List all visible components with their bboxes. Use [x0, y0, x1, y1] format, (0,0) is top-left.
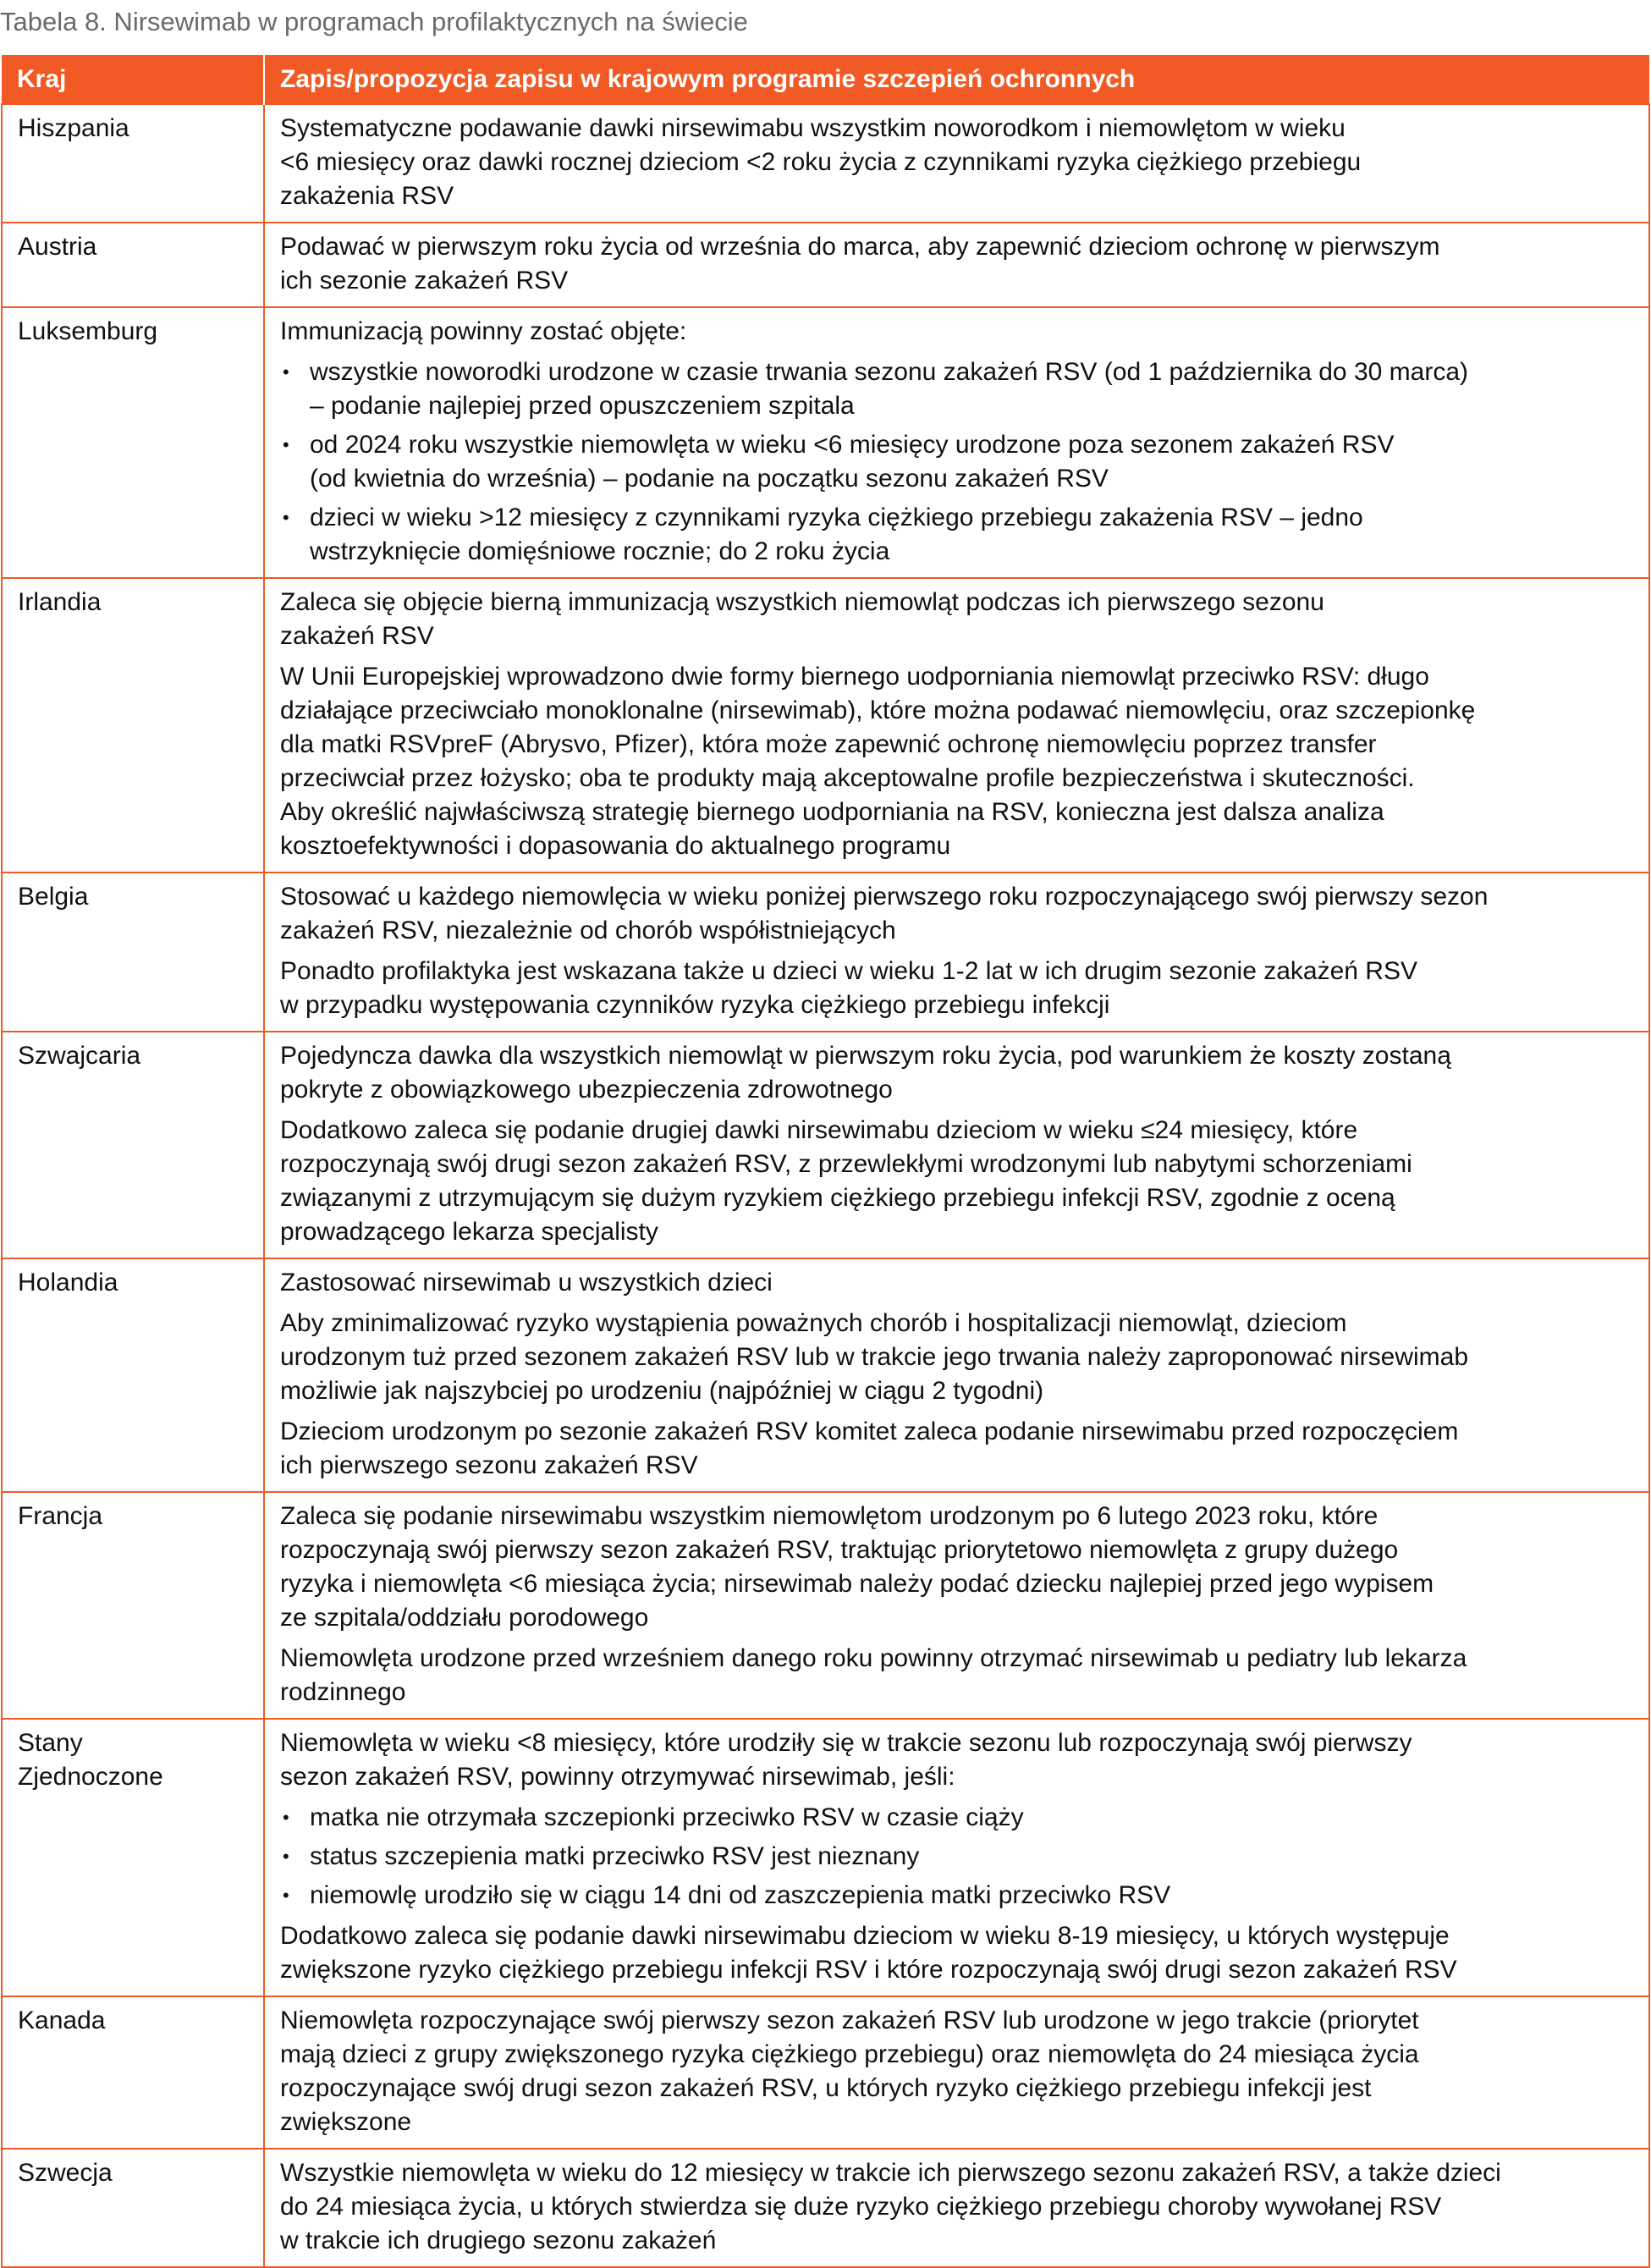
country-name: Zjednoczone — [18, 1763, 163, 1791]
text-line: sezon zakażeń RSV, powinny otrzymywać nirsewimab, jeśli: — [280, 1763, 955, 1791]
country-cell — [2, 223, 264, 307]
text-line: w trakcie ich drugiego sezonu zakażeń — [280, 2227, 717, 2254]
text-line: mają dzieci z grupy zwiększonego ryzyka ciężkiego przebiegu) oraz niemowlęta do 24 miesiąca życia — [280, 2040, 1419, 2068]
bullet-icon: • — [283, 507, 289, 528]
paragraph — [280, 1500, 1640, 1635]
country-name: Irlandia — [18, 588, 102, 616]
text-line: Niemowlęta w wieku <8 miesięcy, które urodziły się w trakcie sezonu lub rozpoczynają swój pierwszy — [280, 1729, 1412, 1757]
text-line: Wszystkie niemowlęta w wieku do 12 miesięcy w trakcie ich pierwszego sezonu zakażeń RSV, a także dzieci — [280, 2159, 1501, 2187]
text-line: Zaleca się podanie nirsewimabu wszystkim niemowlętom urodzonym po 6 lutego 2023 roku, które — [280, 1502, 1379, 1530]
paragraph — [280, 1114, 1640, 1249]
text-line: zwiększone ryzyko ciężkiego przebiegu infekcji RSV i które rozpoczynają swój drugi sezon zakażeń RSV — [280, 1956, 1457, 1984]
table-row — [2, 578, 1649, 873]
text-line: Niemowlęta urodzone przed wrześniem danego roku powinny otrzymać nirsewimab u pediatry lub lekarza — [280, 1644, 1467, 1672]
paragraph — [280, 1307, 1640, 1408]
text-line: W Unii Europejskiej wprowadzono dwie formy biernego uodporniania niemowląt przeciwko RSV: długo — [280, 663, 1429, 691]
program-entry-cell — [264, 1492, 1649, 1719]
paragraph — [280, 660, 1640, 863]
country-name: Austria — [18, 233, 97, 261]
text-line: przeciwciał przez łożysko; oba te produkty mają akceptowalne profile bezpieczeństwa i skuteczności. — [280, 764, 1415, 792]
country-cell — [2, 104, 264, 223]
program-entry-cell — [264, 1996, 1649, 2149]
bullet-list — [280, 1801, 1640, 1913]
text-line: Niemowlęta rozpoczynające swój pierwszy sezon zakażeń RSV lub urodzone w jego trakcie (priorytet — [280, 2007, 1419, 2034]
text-line: <6 miesięcy oraz dawki rocznej dzieciom <2 roku życia z czynnikami ryzyka ciężkiego przebiegu — [280, 148, 1362, 176]
text-line: związanymi z utrzymującym się dużym ryzykiem ciężkiego przebiegu infekcji RSV, zgodnie z oceną — [280, 1184, 1395, 1212]
list-item — [280, 501, 1640, 569]
program-entry-cell — [264, 873, 1649, 1032]
list-item — [280, 1801, 1640, 1835]
paragraph — [280, 1919, 1640, 1987]
paragraph — [280, 2156, 1640, 2258]
text-line: ze szpitala/oddziału porodowego — [280, 1604, 649, 1632]
paragraph — [280, 1726, 1640, 1794]
bullet-icon: • — [283, 1807, 289, 1828]
column-header-country: Kraj — [2, 55, 264, 104]
list-item — [280, 1840, 1640, 1874]
country-cell — [2, 1258, 264, 1492]
text-line: rozpoczynają swój drugi sezon zakażeń RSV, z przewlekłymi wrodzonymi lub nabytymi schorzeniami — [280, 1150, 1412, 1178]
program-entry-cell — [264, 1719, 1649, 1996]
table-body — [2, 104, 1649, 2267]
country-name: Szwajcaria — [18, 1042, 141, 1070]
text-line: działające przeciwciało monoklonalne (nirsewimab), które można podawać niemowlęciu, oraz szczepionkę — [280, 696, 1476, 724]
text-line: zwiększone — [280, 2108, 412, 2136]
country-name: Szwecja — [18, 2159, 113, 2187]
program-entry-cell — [264, 1258, 1649, 1492]
text-line: matka nie otrzymała szczepionki przeciwko RSV w czasie ciąży — [310, 1803, 1024, 1831]
text-line: dzieci w wieku >12 miesięcy z czynnikami ryzyka ciężkiego przebiegu zakażenia RSV – jedno — [310, 504, 1363, 531]
country-name: Stany — [18, 1729, 83, 1757]
text-line: Pojedyncza dawka dla wszystkich niemowląt w pierwszym roku życia, pod warunkiem że koszty zostaną — [280, 1042, 1451, 1070]
text-line: wszystkie noworodki urodzone w czasie trwania sezonu zakażeń RSV (od 1 października do 30 marca) — [310, 358, 1468, 386]
program-entry-cell — [264, 223, 1649, 307]
bullet-list — [280, 355, 1640, 569]
column-header-program-entry: Zapis/propozycja zapisu w krajowym programie szczepień ochronnych — [264, 55, 1649, 104]
country-cell — [2, 578, 264, 873]
country-cell — [2, 2149, 264, 2267]
paragraph — [280, 1642, 1640, 1709]
table-row — [2, 1032, 1649, 1258]
text-line: (od kwietnia do września) – podanie na początku sezonu zakażeń RSV — [310, 465, 1109, 493]
text-line: Systematyczne podawanie dawki nirsewimabu wszystkim noworodkom i niemowlętom w wieku — [280, 114, 1346, 142]
text-line: dla matki RSVpreF (Abrysvo, Pfizer), która może zapewnić ochronę niemowlęciu poprzez transfer — [280, 730, 1377, 758]
country-cell — [2, 1492, 264, 1719]
list-item — [280, 1879, 1640, 1913]
table-row — [2, 2149, 1649, 2267]
list-item — [280, 355, 1640, 423]
text-line: pokryte z obowiązkowego ubezpieczenia zdrowotnego — [280, 1076, 893, 1104]
table-row — [2, 307, 1649, 578]
table-caption: Tabela 8. Nirsewimab w programach profilaktycznych na świecie — [0, 7, 748, 36]
text-line: zakażeń RSV, niezależnie od chorób współistniejących — [280, 917, 896, 944]
table-row — [2, 223, 1649, 307]
paragraph — [280, 112, 1640, 213]
country-name: Kanada — [18, 2007, 106, 2034]
paragraph — [280, 955, 1640, 1022]
country-cell — [2, 1996, 264, 2149]
text-line: – podanie najlepiej przed opuszczeniem szpitala — [310, 392, 855, 420]
text-line: wstrzyknięcie domięśniowe rocznie; do 2 roku życia — [310, 537, 890, 565]
text-line: od 2024 roku wszystkie niemowlęta w wieku <6 miesięcy urodzone poza sezonem zakażeń RSV — [310, 431, 1395, 459]
list-item — [280, 428, 1640, 496]
program-entry-cell — [264, 1032, 1649, 1258]
text-line: zakażeń RSV — [280, 622, 434, 650]
country-name: Hiszpania — [18, 114, 129, 142]
country-name: Belgia — [18, 883, 89, 911]
text-line: rozpoczynające swój drugi sezon zakażeń RSV, u których ryzyko ciężkiego przebiegu infekcji jest — [280, 2074, 1372, 2102]
text-line: Dodatkowo zaleca się podanie dawki nirsewimabu dzieciom w wieku 8-19 miesięcy, u których występuje — [280, 1922, 1450, 1950]
text-line: rodzinnego — [280, 1678, 406, 1706]
text-line: prowadzącego lekarza specjalisty — [280, 1218, 658, 1246]
text-line: Zastosować nirsewimab u wszystkich dzieci — [280, 1269, 773, 1296]
text-line: Immunizacją powinny zostać objęte: — [280, 317, 687, 345]
text-line: kosztoefektywności i dopasowania do aktualnego programu — [280, 832, 951, 860]
paragraph — [280, 586, 1640, 653]
text-line: Stosować u każdego niemowlęcia w wieku poniżej pierwszego roku rozpoczynającego swój pierwszy sezon — [280, 883, 1489, 911]
country-cell — [2, 873, 264, 1032]
paragraph — [280, 2004, 1640, 2139]
country-cell — [2, 1032, 264, 1258]
bullet-icon: • — [283, 434, 289, 455]
text-line: urodzonym tuż przed sezonem zakażeń RSV lub w trakcie jego trwania należy zaproponować nirsewimab — [280, 1343, 1469, 1371]
table-header-row — [2, 55, 1649, 104]
country-cell — [2, 307, 264, 578]
table-row — [2, 104, 1649, 223]
table-row — [2, 1258, 1649, 1492]
bullet-icon: • — [283, 1846, 289, 1867]
text-line: Dodatkowo zaleca się podanie drugiej dawki nirsewimabu dzieciom w wieku ≤24 miesięcy, które — [280, 1116, 1358, 1144]
paragraph — [280, 880, 1640, 948]
text-line: do 24 miesiąca życia, u których stwierdza się duże ryzyko ciężkiego przebiegu choroby wywołanej RSV — [280, 2193, 1442, 2221]
paragraph — [280, 230, 1640, 298]
country-name: Francja — [18, 1502, 103, 1530]
text-line: status szczepienia matki przeciwko RSV jest nieznany — [310, 1842, 920, 1870]
text-line: Aby określić najwłaściwszą strategię biernego uodporniania na RSV, konieczna jest dalsza analiza — [280, 798, 1384, 826]
program-entry-cell — [264, 307, 1649, 578]
text-line: niemowlę urodziło się w ciągu 14 dni od zaszczepienia matki przeciwko RSV — [310, 1881, 1171, 1909]
text-line: Zaleca się objęcie bierną immunizacją wszystkich niemowląt podczas ich pierwszego sezonu — [280, 588, 1324, 616]
bullet-icon: • — [283, 361, 289, 383]
country-name: Holandia — [18, 1269, 118, 1296]
text-line: ich pierwszego sezonu zakażeń RSV — [280, 1451, 698, 1479]
table-row — [2, 1996, 1649, 2149]
table-row — [2, 873, 1649, 1032]
paragraph — [280, 1266, 1640, 1300]
bullet-icon: • — [283, 1885, 289, 1906]
text-line: w przypadku występowania czynników ryzyka ciężkiego przebiegu infekcji — [280, 991, 1110, 1019]
paragraph — [280, 1415, 1640, 1483]
program-entry-cell — [264, 578, 1649, 873]
country-name: Luksemburg — [18, 317, 158, 345]
text-line: Dzieciom urodzonym po sezonie zakażeń RSV komitet zaleca podanie nirsewimabu przed rozpoczęciem — [280, 1418, 1459, 1445]
paragraph — [280, 1039, 1640, 1107]
text-line: Ponadto profilaktyka jest wskazana także u dzieci w wieku 1-2 lat w ich drugim sezonie zakażeń RSV — [280, 957, 1417, 985]
table-row — [2, 1719, 1649, 1996]
text-line: Aby zminimalizować ryzyko wystąpienia poważnych chorób i hospitalizacji niemowląt, dzieciom — [280, 1309, 1347, 1337]
table-row — [2, 1492, 1649, 1719]
text-line: Podawać w pierwszym roku życia od września do marca, aby zapewnić dzieciom ochronę w pierwszym — [280, 233, 1440, 261]
text-line: zakażenia RSV — [280, 182, 454, 210]
text-line: rozpoczynają swój pierwszy sezon zakażeń RSV, traktując priorytetowo niemowlęta z grupy dużego — [280, 1536, 1399, 1564]
country-cell — [2, 1719, 264, 1996]
text-line: ryzyka i niemowlęta <6 miesiąca życia; nirsewimab należy podać dziecku najlepiej przed jego wypisem — [280, 1570, 1434, 1598]
text-line: ich sezonie zakażeń RSV — [280, 267, 569, 295]
paragraph — [280, 315, 1640, 349]
program-entry-cell — [264, 2149, 1649, 2267]
program-entry-cell — [264, 104, 1649, 223]
text-line: możliwie jak najszybciej po urodzeniu (najpóźniej w ciągu 2 tygodni) — [280, 1377, 1044, 1405]
nirsewimab-programs-table — [1, 55, 1650, 2268]
